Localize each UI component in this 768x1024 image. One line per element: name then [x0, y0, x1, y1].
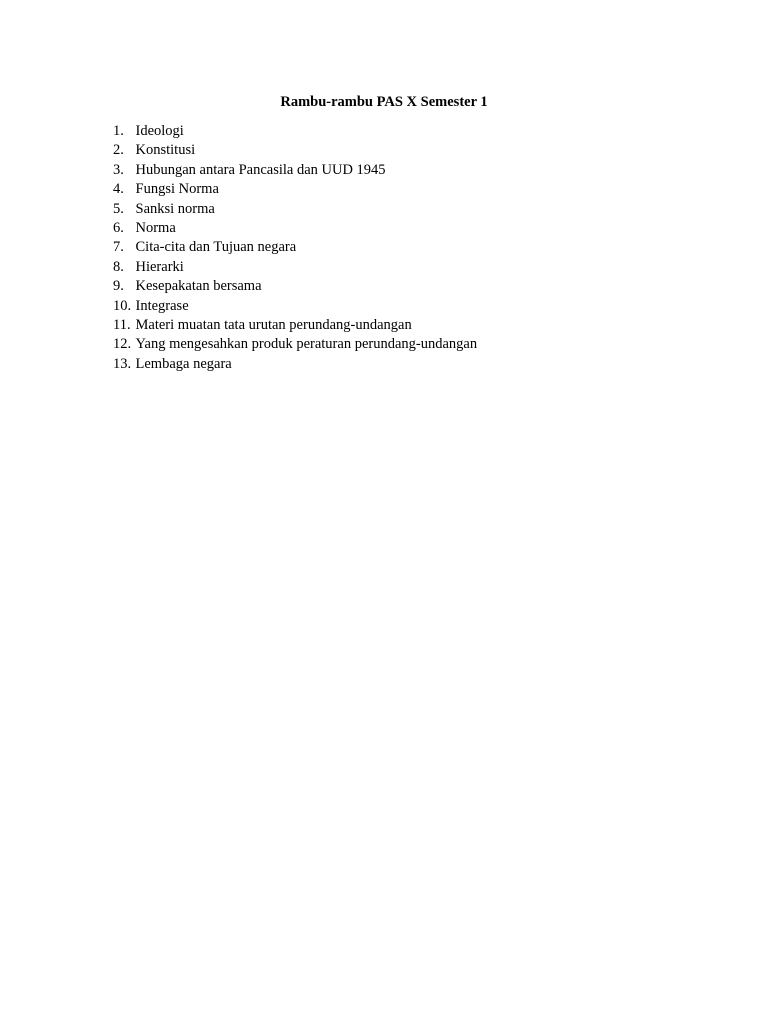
- list-item-text: Materi muatan tata urutan perundang-undangan: [135, 316, 412, 333]
- document-title: Rambu-rambu PAS X Semester 1: [280, 94, 488, 110]
- list-item-text: Sanksi norma: [135, 200, 215, 217]
- list-item-text: Integrase: [135, 297, 189, 314]
- list-item-text: Norma: [135, 219, 176, 236]
- list-item-number: 3.: [113, 161, 124, 178]
- list-item-text: Cita-cita dan Tujuan negara: [135, 239, 297, 256]
- list-item-number: 1.: [113, 123, 124, 139]
- list-item-number: 12.: [113, 336, 132, 353]
- list-item-number: 7.: [113, 239, 124, 256]
- list-item-number: 11.: [113, 316, 131, 333]
- list-item-number: 6.: [113, 219, 124, 236]
- list-item-number: 2.: [113, 142, 124, 159]
- list-item-text: Ideologi: [135, 123, 184, 139]
- list-item-number: 4.: [113, 181, 124, 198]
- list-item-text: Lembaga negara: [135, 355, 232, 372]
- list-item-number: 9.: [113, 278, 124, 295]
- list-item-number: 5.: [113, 200, 124, 217]
- list-item-number: 13.: [113, 355, 132, 372]
- list-item-text: Kesepakatan bersama: [135, 278, 262, 295]
- list-item-text: Hierarki: [135, 258, 184, 275]
- list-item-number: 10.: [113, 297, 132, 314]
- list-item-number: 8.: [113, 258, 124, 275]
- list-item-text: Hubungan antara Pancasila dan UUD 1945: [135, 161, 386, 178]
- list-item-text: Konstitusi: [135, 142, 196, 159]
- list-item-text: Yang mengesahkan produk peraturan perundang-undangan: [135, 336, 478, 353]
- list-item-text: Fungsi Norma: [135, 181, 219, 198]
